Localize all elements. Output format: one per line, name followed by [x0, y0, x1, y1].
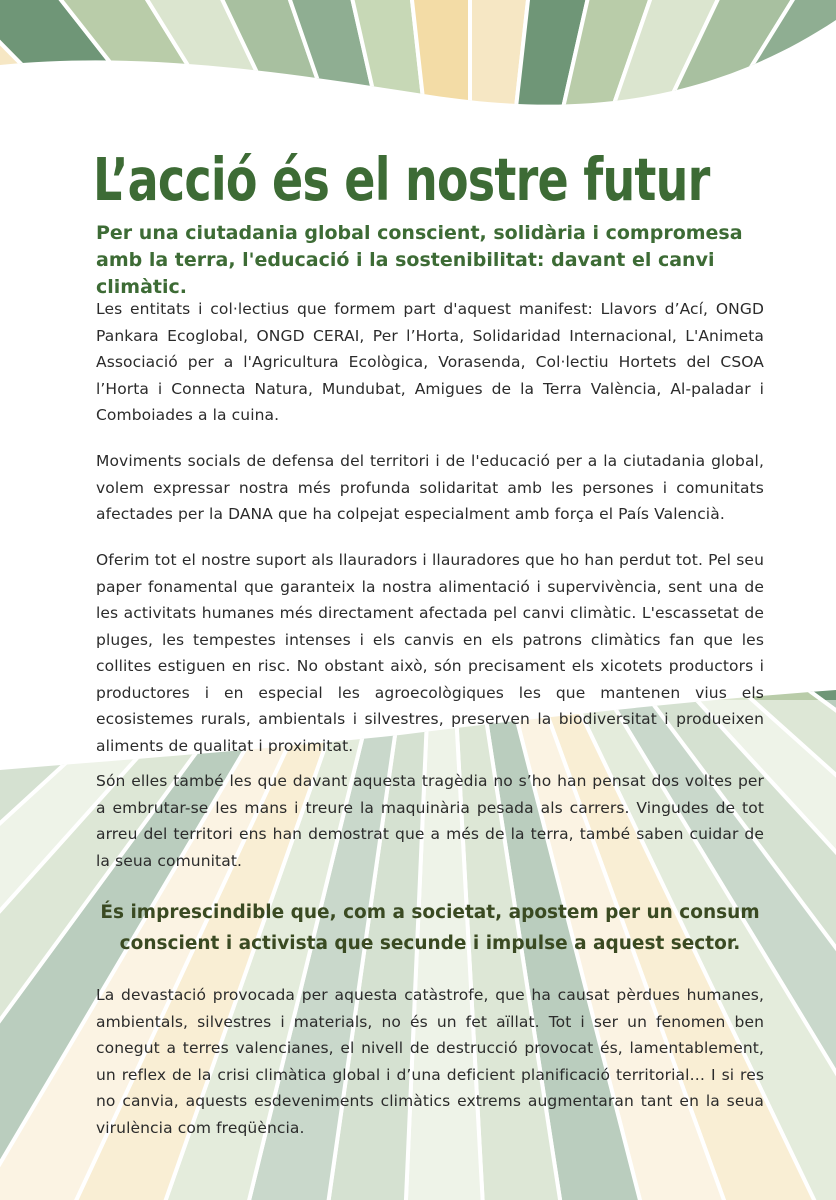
paragraph-devastation: La devastació provocada per aquesta catàstrofe, que ha causat pèrdues humanes, ambientals, silvestres i materials, no és un fet aïllat. Tot i ser un fenomen ben conegut a terres valencianes, el nivell de destrucció provocat és, lamentablement, un reflex de la crisi climàtica global i d’una deficient planificació territorial… I si res no canvia, aquests esdeveniments climàtics extrems augmentaran tant en la seua virulència com freqüència.: [96, 986, 764, 1137]
paragraph-signatories: Les entitats i col·lectius que formem part d'aquest manifest: Llavors d’Ací, ONGD Pankara Ecoglobal, ONGD CERAI, Per l’Horta, Solidaridad Internacional, L'Animeta Associació per a l'Agricultura Ecològica, Vorasenda, Col·lectiu Hortets del CSOA l’Horta i Connecta Natura, Mundubat, Amigues de la Terra València, Al-paladar i Comboiades a la cuina.: [96, 300, 764, 424]
manifesto-title: L’acció és el nostre futur: [93, 145, 710, 214]
paragraph-community: Són elles també les que davant aquesta tragèdia no s’ho han pensat dos voltes per a embrutar-se les mans i treure la maquinària pesada als carrers. Vingudes de tot arreu del territori ens han demostrat que a més de la terra, també saben cuidar de la seua comunitat.: [96, 772, 764, 870]
paragraph-solidarity: Moviments socials de defensa del territori i de l'educació per a la ciutadania global, volem expressar nostra més profunda solidaritat amb les persones i comunitats afectades per la DANA que ha colpejat especialment amb força el País Valencià.: [96, 452, 764, 523]
highlight-statement: És imprescindible que, com a societat, apostem per un consum conscient i activista que secunde i impulse a aquest sector.: [100, 902, 760, 954]
manifesto-subtitle: Per una ciutadania global conscient, solidària i compromesa amb la terra, l'educació i la sostenibilitat: davant el canvi climàtic.: [96, 222, 743, 298]
paragraph-farmers-support: Oferim tot el nostre suport als llauradors i llauradores que ho han perdut tot. Pel seu paper fonamental que garanteix la nostra alimentació i supervivència, sent una de les activitats humanes més directament afectada pel canvi climàtic. L'escassetat de pluges, les tempestes intenses i els canvis en els patrons climàtics fan que les collites estiguen en risc. No obstant això, són precisament els xicotets productors i productores i en especial les agroecològiques les que mantenen vius els ecosistemes rurals, ambientals i silvestres, preserven la biodiversitat i produeixen aliments de qualitat i proximitat.: [96, 551, 764, 755]
